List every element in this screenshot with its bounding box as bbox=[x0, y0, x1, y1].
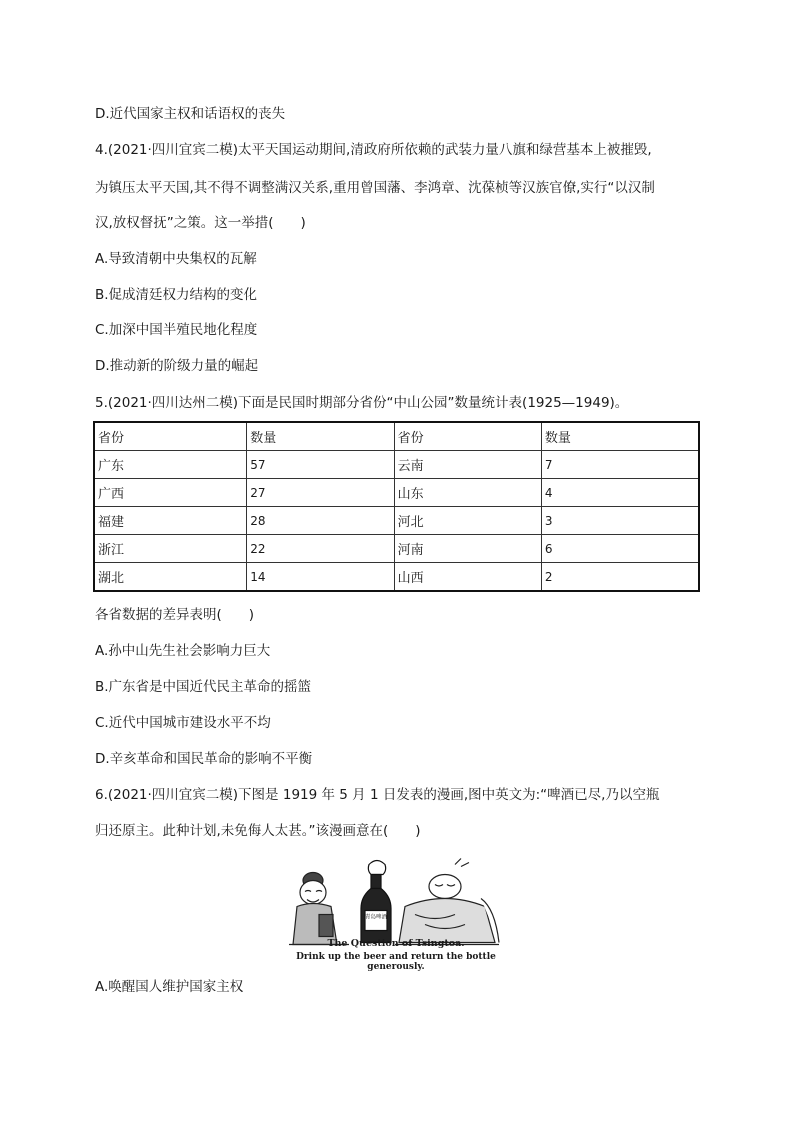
table-cell: 河北 bbox=[394, 507, 541, 535]
question-4-text-1: 4.(2021·四川宜宾二模)太平天国运动期间,清政府所依赖的武装力量八旗和绿营基本上被摧毁, bbox=[95, 142, 652, 158]
table-row bbox=[94, 563, 699, 592]
zhongshan-park-table bbox=[93, 421, 700, 592]
table-cell: 7 bbox=[541, 451, 699, 479]
question-5-text: 5.(2021·四川达州二模)下面是民国时期部分省份“中山公园”数量统计表(1925—1949)。 bbox=[95, 395, 629, 411]
table-header-cell: 数量 bbox=[541, 422, 699, 451]
table-cell: 湖北 bbox=[94, 563, 247, 592]
table-row bbox=[94, 479, 699, 507]
question-5-prompt: 各省数据的差异表明( ) bbox=[95, 607, 255, 623]
table-header-cell: 数量 bbox=[247, 422, 394, 451]
table-header-cell: 省份 bbox=[94, 422, 247, 451]
question-5-option-d: D.辛亥革命和国民革命的影响不平衡 bbox=[95, 751, 313, 767]
table-cell: 河南 bbox=[394, 535, 541, 563]
option-d-q3: D.近代国家主权和话语权的丧失 bbox=[95, 106, 286, 122]
table-cell: 27 bbox=[247, 479, 394, 507]
table-cell: 山东 bbox=[394, 479, 541, 507]
table-cell: 云南 bbox=[394, 451, 541, 479]
question-5-option-a: A.孙中山先生社会影响力巨大 bbox=[95, 643, 271, 659]
table-cell: 57 bbox=[247, 451, 394, 479]
table-cell: 6 bbox=[541, 535, 699, 563]
table-cell: 4 bbox=[541, 479, 699, 507]
table-row bbox=[94, 535, 699, 563]
table-cell: 山西 bbox=[394, 563, 541, 592]
table-header-cell: 省份 bbox=[394, 422, 541, 451]
question-6-text-1: 6.(2021·四川宜宾二模)下图是 1919 年 5 月 1 日发表的漫画,图中英文为:“啤酒已尽,乃以空瓶 bbox=[95, 787, 660, 803]
question-4-option-b: B.促成清廷权力结构的变化 bbox=[95, 287, 258, 303]
table-cell: 广西 bbox=[94, 479, 247, 507]
table-header-row bbox=[94, 422, 699, 451]
table-row bbox=[94, 507, 699, 535]
cartoon-caption-subtitle: Drink up the beer and return the bottle generously. bbox=[296, 952, 496, 972]
table-cell: 14 bbox=[247, 563, 394, 592]
bottle-label: 青岛啤酒 bbox=[364, 914, 388, 921]
table-cell: 22 bbox=[247, 535, 394, 563]
question-6-option-a: A.唤醒国人维护国家主权 bbox=[95, 979, 244, 995]
question-5-option-c: C.近代中国城市建设水平不均 bbox=[95, 715, 271, 731]
question-4-text-3: 汉,放权督抚”之策。这一举措( ) bbox=[95, 215, 306, 231]
table-cell: 广东 bbox=[94, 451, 247, 479]
cartoon-caption-title: The Question of Tsingtoa. bbox=[327, 938, 465, 949]
table-cell: 3 bbox=[541, 507, 699, 535]
table-cell: 2 bbox=[541, 563, 699, 592]
table-cell: 福建 bbox=[94, 507, 247, 535]
question-5-option-b: B.广东省是中国近代民主革命的摇篮 bbox=[95, 679, 312, 695]
table-row bbox=[94, 451, 699, 479]
question-4-option-d: D.推动新的阶级力量的崛起 bbox=[95, 358, 259, 374]
question-4-option-c: C.加深中国半殖民地化程度 bbox=[95, 322, 258, 338]
question-6-text-2: 归还原主。此种计划,未免侮人太甚。”该漫画意在( ) bbox=[95, 823, 421, 839]
table-cell: 28 bbox=[247, 507, 394, 535]
question-4-option-a: A.导致清朝中央集权的瓦解 bbox=[95, 251, 257, 267]
table-cell: 浙江 bbox=[94, 535, 247, 563]
question-4-text-2: 为镇压太平天国,其不得不调整满汉关系,重用曾国藩、李鸿章、沈葆桢等汉族官僚,实行“以汉制 bbox=[95, 180, 655, 196]
